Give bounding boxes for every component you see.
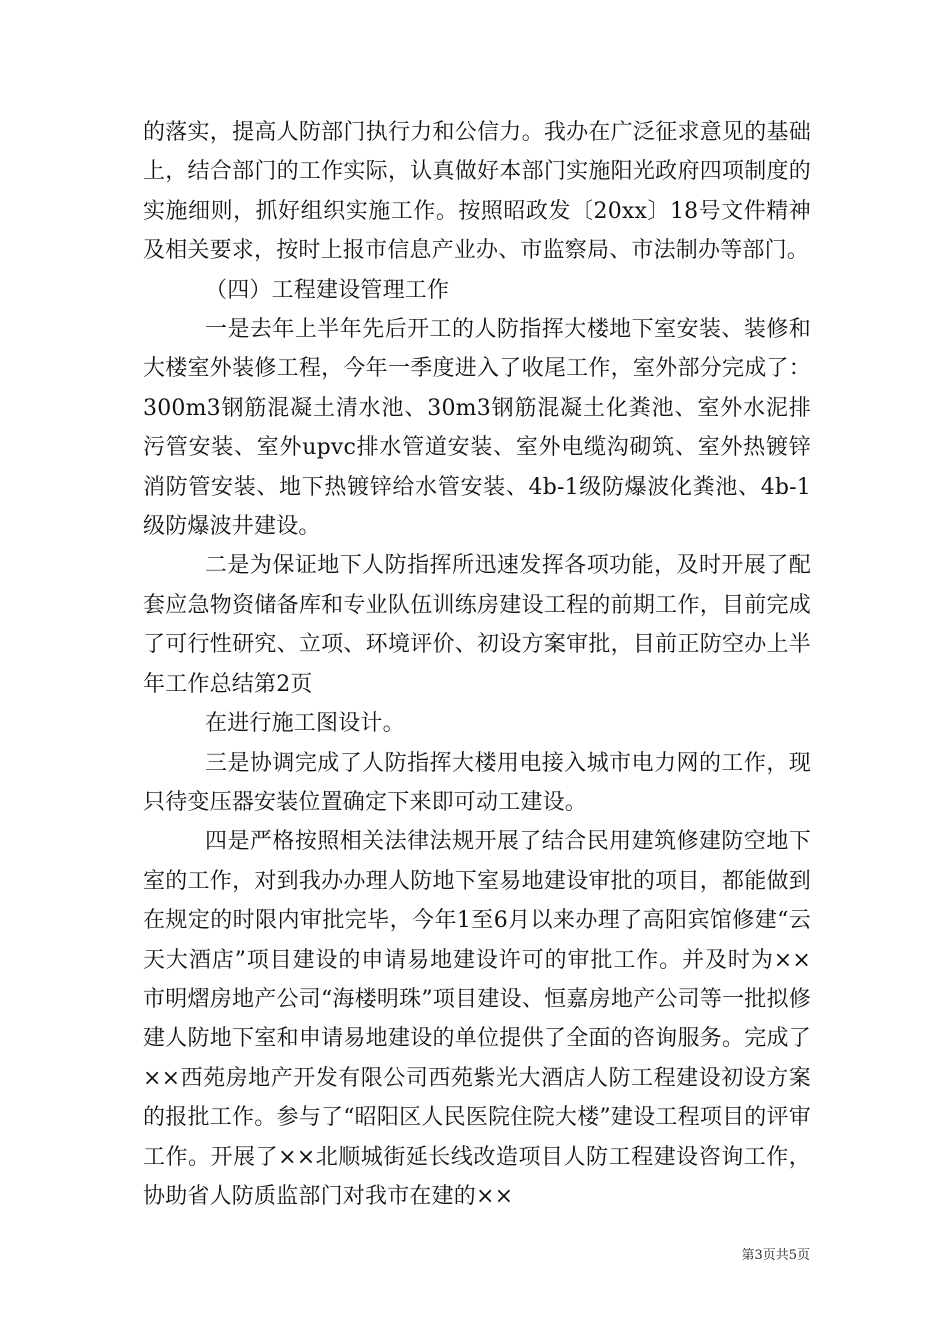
paragraph-item-3: 三是协调完成了人防指挥大楼用电接入城市电力网的工作，现只待变压器安装位置确定下来即可动工建设。 (143, 750, 811, 815)
document-body (143, 113, 811, 1216)
paragraph-continuation: 在进行施工图设计。 (205, 711, 405, 737)
section-heading: （四）工程建设管理工作 (205, 277, 450, 303)
paragraph-item-2: 二是为保证地下人防指挥所迅速发挥各项功能，及时开展了配套应急物资储备库和专业队伍训练房建设工程的前期工作，目前完成了可行性研究、立项、环境评价、初设方案审批，目前正防空办上半年工作总结第2页 (143, 553, 811, 697)
paragraph-1: 的落实，提高人防部门执行力和公信力。我办在广泛征求意见的基础上，结合部门的工作实际，认真做好本部门实施阳光政府四项制度的实施细则，抓好组织实施工作。按照昭政发〔20xx〕18号文件精神及相关要求，按时上报市信息产业办、市监察局、市法制办等部门。 (143, 120, 811, 264)
paragraph-item-4: 四是严格按照相关法律法规开展了结合民用建筑修建防空地下室的工作，对到我办办理人防地下室易地建设审批的项目，都能做到在规定的时限内审批完毕，今年1至6月以来办理了高阳宾馆修建“云天大酒店”项目建设的申请易地建设许可的审批工作。并及时为××市明熠房地产公司“海楼明珠”项目建设、恒嘉房地产公司等一批拟修建人防地下室和申请易地建设的单位提供了全面的咨询服务。完成了××西苑房地产开发有限公司西苑紫光大酒店人防工程建设初设方案的报批工作。参与了“昭阳区人民医院住院大楼”建设工程项目的评审工作。开展了××北顺城街延长线改造项目人防工程建设咨询工作，协助省人防质监部门对我市在建的×× (143, 829, 811, 1209)
page-number: 第3页共5页 (741, 1248, 810, 1263)
paragraph-item-1: 一是去年上半年先后开工的人防指挥大楼地下室安装、装修和大楼室外装修工程，今年一季度进入了收尾工作，室外部分完成了：300m3钢筋混凝土清水池、30m3钢筋混凝土化粪池、室外水泥排污管安装、室外upvc排水管道安装、室外电缆沟砌筑、室外热镀锌消防管安装、地下热镀锌给水管安装、4b-1级防爆波化粪池、4b-1级防爆波井建设。 (143, 317, 811, 540)
